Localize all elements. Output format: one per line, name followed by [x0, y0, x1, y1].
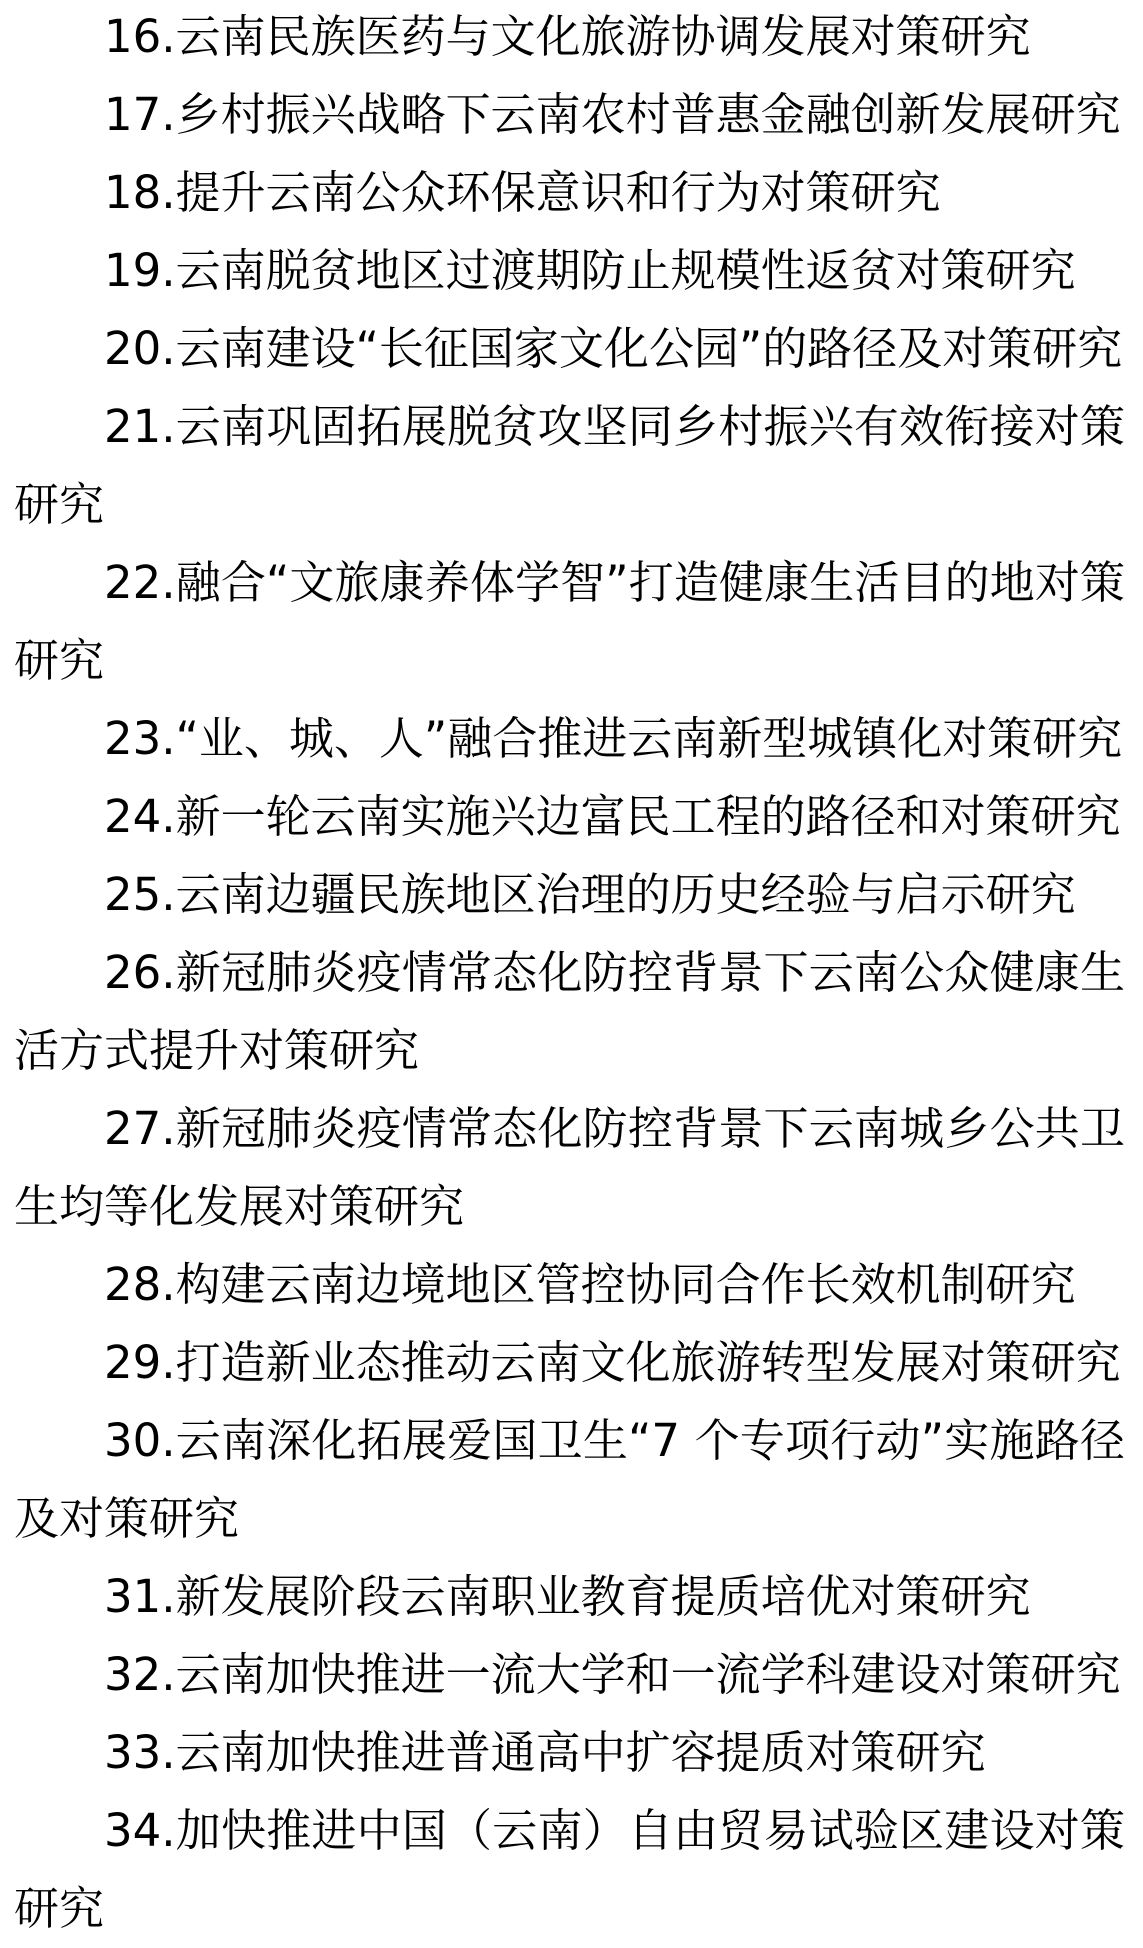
research-topic-24: 24.新一轮云南实施兴边富民工程的路径和对策研究 [104, 790, 1121, 843]
research-topic-21: 21.云南巩固拓展脱贫攻坚同乡村振兴有效衔接对策研究 [14, 400, 1125, 531]
research-topic-27: 27.新冠肺炎疫情常态化防控背景下云南城乡公共卫生均等化发展对策研究 [14, 1102, 1125, 1233]
research-topic-25: 25.云南边疆民族地区治理的历史经验与启示研究 [104, 868, 1076, 921]
research-topic-26: 26.新冠肺炎疫情常态化防控背景下云南公众健康生活方式提升对策研究 [14, 946, 1125, 1077]
research-topic-23: 23.“业、城、人”融合推进云南新型城镇化对策研究 [104, 712, 1123, 765]
research-topic-33: 33.云南加快推进普通高中扩容提质对策研究 [104, 1726, 986, 1779]
research-topic-18: 18.提升云南公众环保意识和行为对策研究 [104, 166, 941, 219]
research-topic-16: 16.云南民族医药与文化旅游协调发展对策研究 [104, 10, 1031, 63]
research-topic-19: 19.云南脱贫地区过渡期防止规模性返贫对策研究 [104, 244, 1076, 297]
research-topic-31: 31.新发展阶段云南职业教育提质培优对策研究 [104, 1570, 1031, 1623]
research-topic-32: 32.云南加快推进一流大学和一流学科建设对策研究 [104, 1648, 1121, 1701]
research-topic-17: 17.乡村振兴战略下云南农村普惠金融创新发展研究 [104, 88, 1121, 141]
research-topic-20: 20.云南建设“长征国家文化公园”的路径及对策研究 [104, 322, 1123, 375]
research-topic-29: 29.打造新业态推动云南文化旅游转型发展对策研究 [104, 1336, 1121, 1389]
research-topic-34: 34.加快推进中国（云南）自由贸易试验区建设对策研究 [14, 1804, 1125, 1935]
research-topic-28: 28.构建云南边境地区管控协同合作长效机制研究 [104, 1258, 1076, 1311]
research-topic-22: 22.融合“文旅康养体学智”打造健康生活目的地对策研究 [14, 556, 1125, 687]
research-topic-30: 30.云南深化拓展爱国卫生“7 个专项行动”实施路径及对策研究 [14, 1414, 1125, 1545]
